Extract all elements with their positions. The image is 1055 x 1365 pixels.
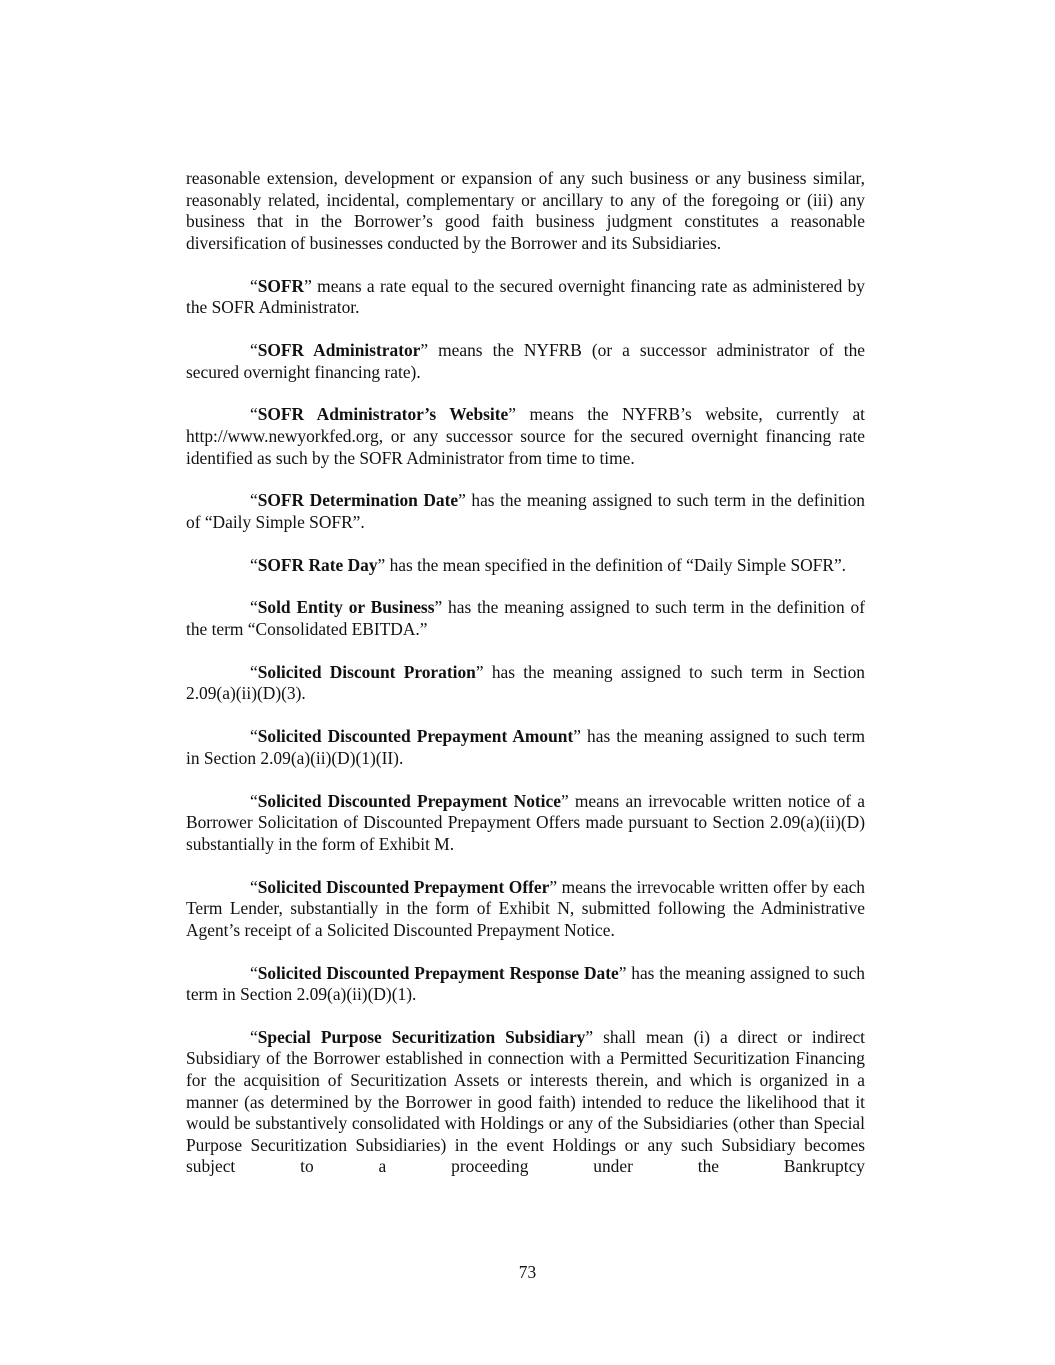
continuation-paragraph: reasonable extension, development or expansion of any such business or any business similar, reasonably related, incidental, complementary or ancillary to any of the foregoing or (iii) any business that in the Borrower’s good faith business judgment constitutes a reasonable diversification of businesses conducted by the Borrower and its Subsidiaries. — [186, 168, 865, 253]
defined-term: Sold Entity or Business — [257, 597, 435, 618]
defined-term: SOFR Determination Date — [257, 490, 459, 511]
definition-text: ” means an irrevocable written notice of a Borrower Solicitation of Discounted Prepayment Offers made pursuant to Section 2.09(a)(ii)(D) substantially in the form of Exhibit M. — [186, 790, 865, 854]
definition-sofr-determination-date: “SOFR Determination Date” has the meaning assigned to such term in the definition of “Daily Simple SOFR”. — [186, 490, 865, 532]
definition-solicited-discount-proration: “Solicited Discount Proration” has the meaning assigned to such term in Section 2.09(a)(ii)(D)(3). — [186, 661, 865, 704]
defined-term: Solicited Discount Proration — [257, 661, 476, 682]
definition-solicited-discounted-prepayment-notice: “Solicited Discounted Prepayment Notice” means an irrevocable written notice of a Borrower Solicitation of Discounted Prepayment Offers made pursuant to Section 2.09(a)(ii)(D) substantially in the form of Exhibit M. — [186, 790, 865, 854]
definition-solicited-discounted-prepayment-offer: “Solicited Discounted Prepayment Offer” means the irrevocable written offer by each Term Lender, substantially in the form of Exhibit N, submitted following the Administrative Agent’s receipt of a Solicited Discounted Prepayment Notice. — [186, 876, 865, 940]
definition-sofr-rate-day: “SOFR Rate Day” has the mean specified in the definition of “Daily Simple SOFR”. — [250, 554, 847, 575]
defined-term: SOFR Administrator — [257, 339, 421, 360]
defined-term: SOFR Administrator’s Website — [257, 404, 509, 425]
definition-special-purpose-securitization-subsidiary: “Special Purpose Securitization Subsidiary” shall mean (i) a direct or indirect Subsidiary of the Borrower established in connection with a Permitted Securitization Financing for the acquisition of Securitization Assets or interests therein, and which is organized in a manner (as determined by the Borrower in good faith) intended to reduce the likelihood that it would be substantively consolidated with Holdings or any of the Subsidiaries (other than Special Purpose Securitization Subsidiaries) in the event Holdings or any such Subsidiary becomes subject to a proceeding under the Bankruptcy — [186, 1026, 866, 1177]
definition-solicited-discounted-prepayment-response-date: “Solicited Discounted Prepayment Response Date” has the meaning assigned to such term in Section 2.09(a)(ii)(D)(1). — [186, 962, 865, 1005]
definition-sold-entity-or-business: “Sold Entity or Business” has the meaning assigned to such term in the definition of the term “Consolidated EBITDA.” — [186, 597, 865, 640]
defined-term: Solicited Discounted Prepayment Notice — [257, 790, 561, 811]
definition-text: ” has the meaning assigned to such term in Section 2.09(a)(ii)(D)(1). — [186, 962, 865, 1005]
defined-term: Solicited Discounted Prepayment Amount — [257, 726, 574, 747]
definition-solicited-discounted-prepayment-amount: “Solicited Discounted Prepayment Amount” has the meaning assigned to such term in Section 2.09(a)(ii)(D)(1)(II). — [186, 726, 865, 768]
document-body — [186, 168, 865, 1178]
definition-text: ” has the meaning assigned to such term in the definition of the term “Consolidated EBITDA.” — [186, 597, 865, 640]
definition-text: ” has the meaning assigned to such term in Section 2.09(a)(ii)(D)(1)(II). — [186, 726, 865, 768]
definition-sofr-administrator: “SOFR Administrator” means the NYFRB (or a successor administrator of the secured overnight financing rate). — [186, 339, 866, 382]
definition-sofr-administrators-website: “SOFR Administrator’s Website” means the NYFRB’s website, currently at http://www.newyorkfed.org, or any successor source for the secured overnight financing rate identified as such by the SOFR Administrator from time to time. — [186, 404, 865, 468]
defined-term: Special Purpose Securitization Subsidiary — [257, 1026, 586, 1047]
defined-term: Solicited Discounted Prepayment Response Date — [257, 962, 619, 983]
defined-term: Solicited Discounted Prepayment Offer — [257, 876, 550, 897]
definition-text: ” means the irrevocable written offer by each Term Lender, substantially in the form of Exhibit N, submitted following the Administrative Agent’s receipt of a Solicited Discounted Prepayment Notice. — [186, 876, 865, 940]
defined-term: SOFR — [257, 275, 305, 296]
definition-text: ” has the mean specified in the definition of “Daily Simple SOFR”. — [377, 554, 847, 575]
defined-term: SOFR Rate Day — [257, 554, 378, 575]
definition-text: ” means the NYFRB (or a successor administrator of the secured overnight financing rate). — [186, 339, 866, 382]
definition-sofr: “SOFR” means a rate equal to the secured overnight financing rate as administered by the SOFR Administrator. — [186, 275, 865, 318]
definition-text: ” has the meaning assigned to such term in the definition of “Daily Simple SOFR”. — [186, 490, 865, 532]
definition-text: ” means a rate equal to the secured overnight financing rate as administered by the SOFR Administrator. — [186, 275, 865, 318]
page-number: 73 — [518, 1262, 537, 1282]
definition-text: ” means the NYFRB’s website, currently at http://www.newyorkfed.org, or any successor source for the secured overnight financing rate identified as such by the SOFR Administrator from time to time. — [186, 404, 865, 468]
definition-text: ” shall mean (i) a direct or indirect Subsidiary of the Borrower established in connection with a Permitted Securitization Financing for the acquisition of Securitization Assets or interests therein, and which is organized in a manner (as determined by the Borrower in good faith) intended to reduce the likelihood that it would be substantively consolidated with Holdings or any of the Subsidiaries (other than Special Purpose Securitization Subsidiaries) in the event Holdings or any such Subsidiary becomes subject to a proceeding under the Bankruptcy — [186, 1026, 866, 1177]
definition-text: ” has the meaning assigned to such term in Section 2.09(a)(ii)(D)(3). — [186, 661, 865, 704]
